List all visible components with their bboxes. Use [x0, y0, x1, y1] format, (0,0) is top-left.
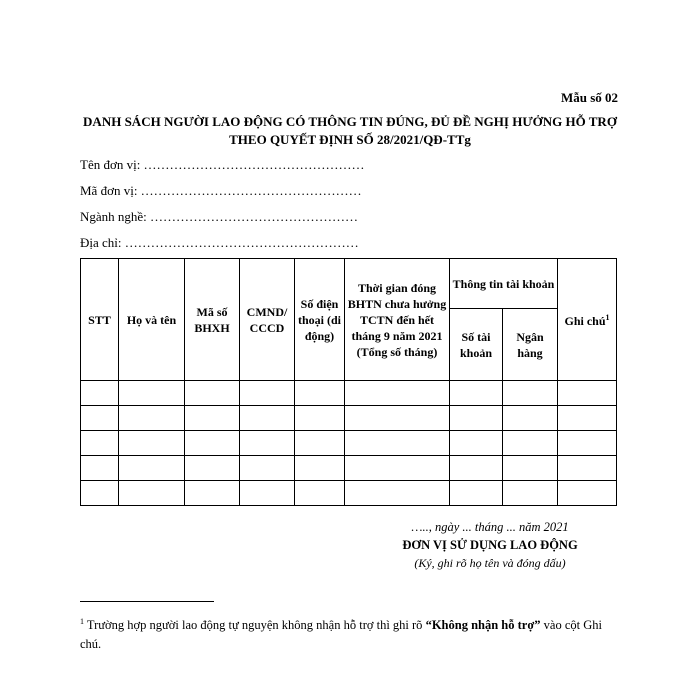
address-field: Địa chỉ: ………………………………………………: [80, 235, 359, 250]
table-cell: [450, 381, 503, 406]
footnote-text-after: vào cột Ghi chú.: [80, 618, 602, 652]
table-cell: [81, 431, 119, 456]
table-cell: [450, 456, 503, 481]
header-stt: STT: [81, 259, 119, 381]
table-cell: [240, 481, 295, 506]
signature-instruction: (Ký, ghi rõ họ tên và đóng dấu): [414, 556, 566, 570]
table-cell: [119, 381, 185, 406]
table-cell: [119, 431, 185, 456]
document-title: DANH SÁCH NGƯỜI LAO ĐỘNG CÓ THÔNG TIN ĐÚNG, ĐỦ ĐỀ NGHỊ HƯỞNG HỖ TRỢ THEO QUYẾT ĐỊNH SỐ 28/2021/QĐ-TTg: [83, 114, 617, 147]
table-cell: [119, 456, 185, 481]
table-cell: [503, 431, 558, 456]
table-cell: [81, 481, 119, 506]
table-cell: [119, 481, 185, 506]
footnote-separator: [80, 601, 214, 602]
header-id-card: CMND/ CCCD: [240, 259, 295, 381]
table-cell: [240, 431, 295, 456]
table-cell: [295, 481, 345, 506]
unit-code-field: Mã đơn vị: ……………………………………………: [80, 183, 362, 198]
table-cell: [503, 406, 558, 431]
table-body: [81, 381, 617, 506]
table-cell: [450, 431, 503, 456]
industry-field: Ngành nghề: …………………………………………: [80, 209, 359, 224]
table-cell: [558, 406, 617, 431]
table-cell: [295, 431, 345, 456]
header-phone: Số điện thoại (di động): [295, 259, 345, 381]
unit-name-field: Tên đơn vị: ……………………………………………: [80, 157, 365, 172]
signature-date-line: ….., ngày ... tháng ... năm 2021: [411, 520, 569, 534]
table-cell: [240, 456, 295, 481]
header-account-info: Thông tin tài khoản: [450, 259, 558, 309]
table-row: [81, 481, 617, 506]
table-cell: [450, 481, 503, 506]
table-cell: [503, 456, 558, 481]
header-bank: Ngân hàng: [503, 309, 558, 381]
table-cell: [185, 431, 240, 456]
table-cell: [503, 381, 558, 406]
table-cell: [345, 456, 450, 481]
table-cell: [119, 406, 185, 431]
table-cell: [503, 481, 558, 506]
table-cell: [81, 406, 119, 431]
table-cell: [558, 481, 617, 506]
table-cell: [295, 381, 345, 406]
table-cell: [345, 406, 450, 431]
header-notes-label: Ghi chú: [564, 314, 606, 328]
header-full-name: Họ và tên: [119, 259, 185, 381]
table-cell: [450, 406, 503, 431]
header-bhxh-code: Mã số BHXH: [185, 259, 240, 381]
table-cell: [345, 481, 450, 506]
header-notes-footnote-mark: 1: [605, 313, 610, 322]
header-account-number: Số tài khoản: [450, 309, 503, 381]
table-cell: [185, 381, 240, 406]
table-cell: [185, 456, 240, 481]
table-cell: [558, 431, 617, 456]
table-cell: [81, 456, 119, 481]
table-row: [81, 406, 617, 431]
table-cell: [185, 481, 240, 506]
footnote-text-before: Trường hợp người lao động tự nguyện không nhận hỗ trợ thì ghi rõ: [84, 618, 426, 633]
table-cell: [345, 431, 450, 456]
table-cell: [345, 381, 450, 406]
table-cell: [558, 381, 617, 406]
table-cell: [81, 381, 119, 406]
table-row: [81, 456, 617, 481]
header-notes: [558, 259, 617, 381]
table-row: [81, 381, 617, 406]
footnote: [80, 612, 625, 654]
table-row: [81, 431, 617, 456]
table-cell: [240, 406, 295, 431]
table-cell: [185, 406, 240, 431]
table-cell: [240, 381, 295, 406]
employee-table: [80, 258, 617, 506]
header-contribution-time: Thời gian đóng BHTN chưa hưởng TCTN đến hết tháng 9 năm 2021 (Tổng số tháng): [345, 259, 450, 381]
form-code: Mẫu số 02: [560, 90, 618, 105]
table-cell: [295, 456, 345, 481]
signature-organization: ĐƠN VỊ SỬ DỤNG LAO ĐỘNG: [402, 538, 578, 552]
table-cell: [558, 456, 617, 481]
table-cell: [295, 406, 345, 431]
footnote-bold-text: “Không nhận hỗ trợ”: [425, 618, 541, 633]
footnote-mark: 1: [80, 617, 84, 626]
